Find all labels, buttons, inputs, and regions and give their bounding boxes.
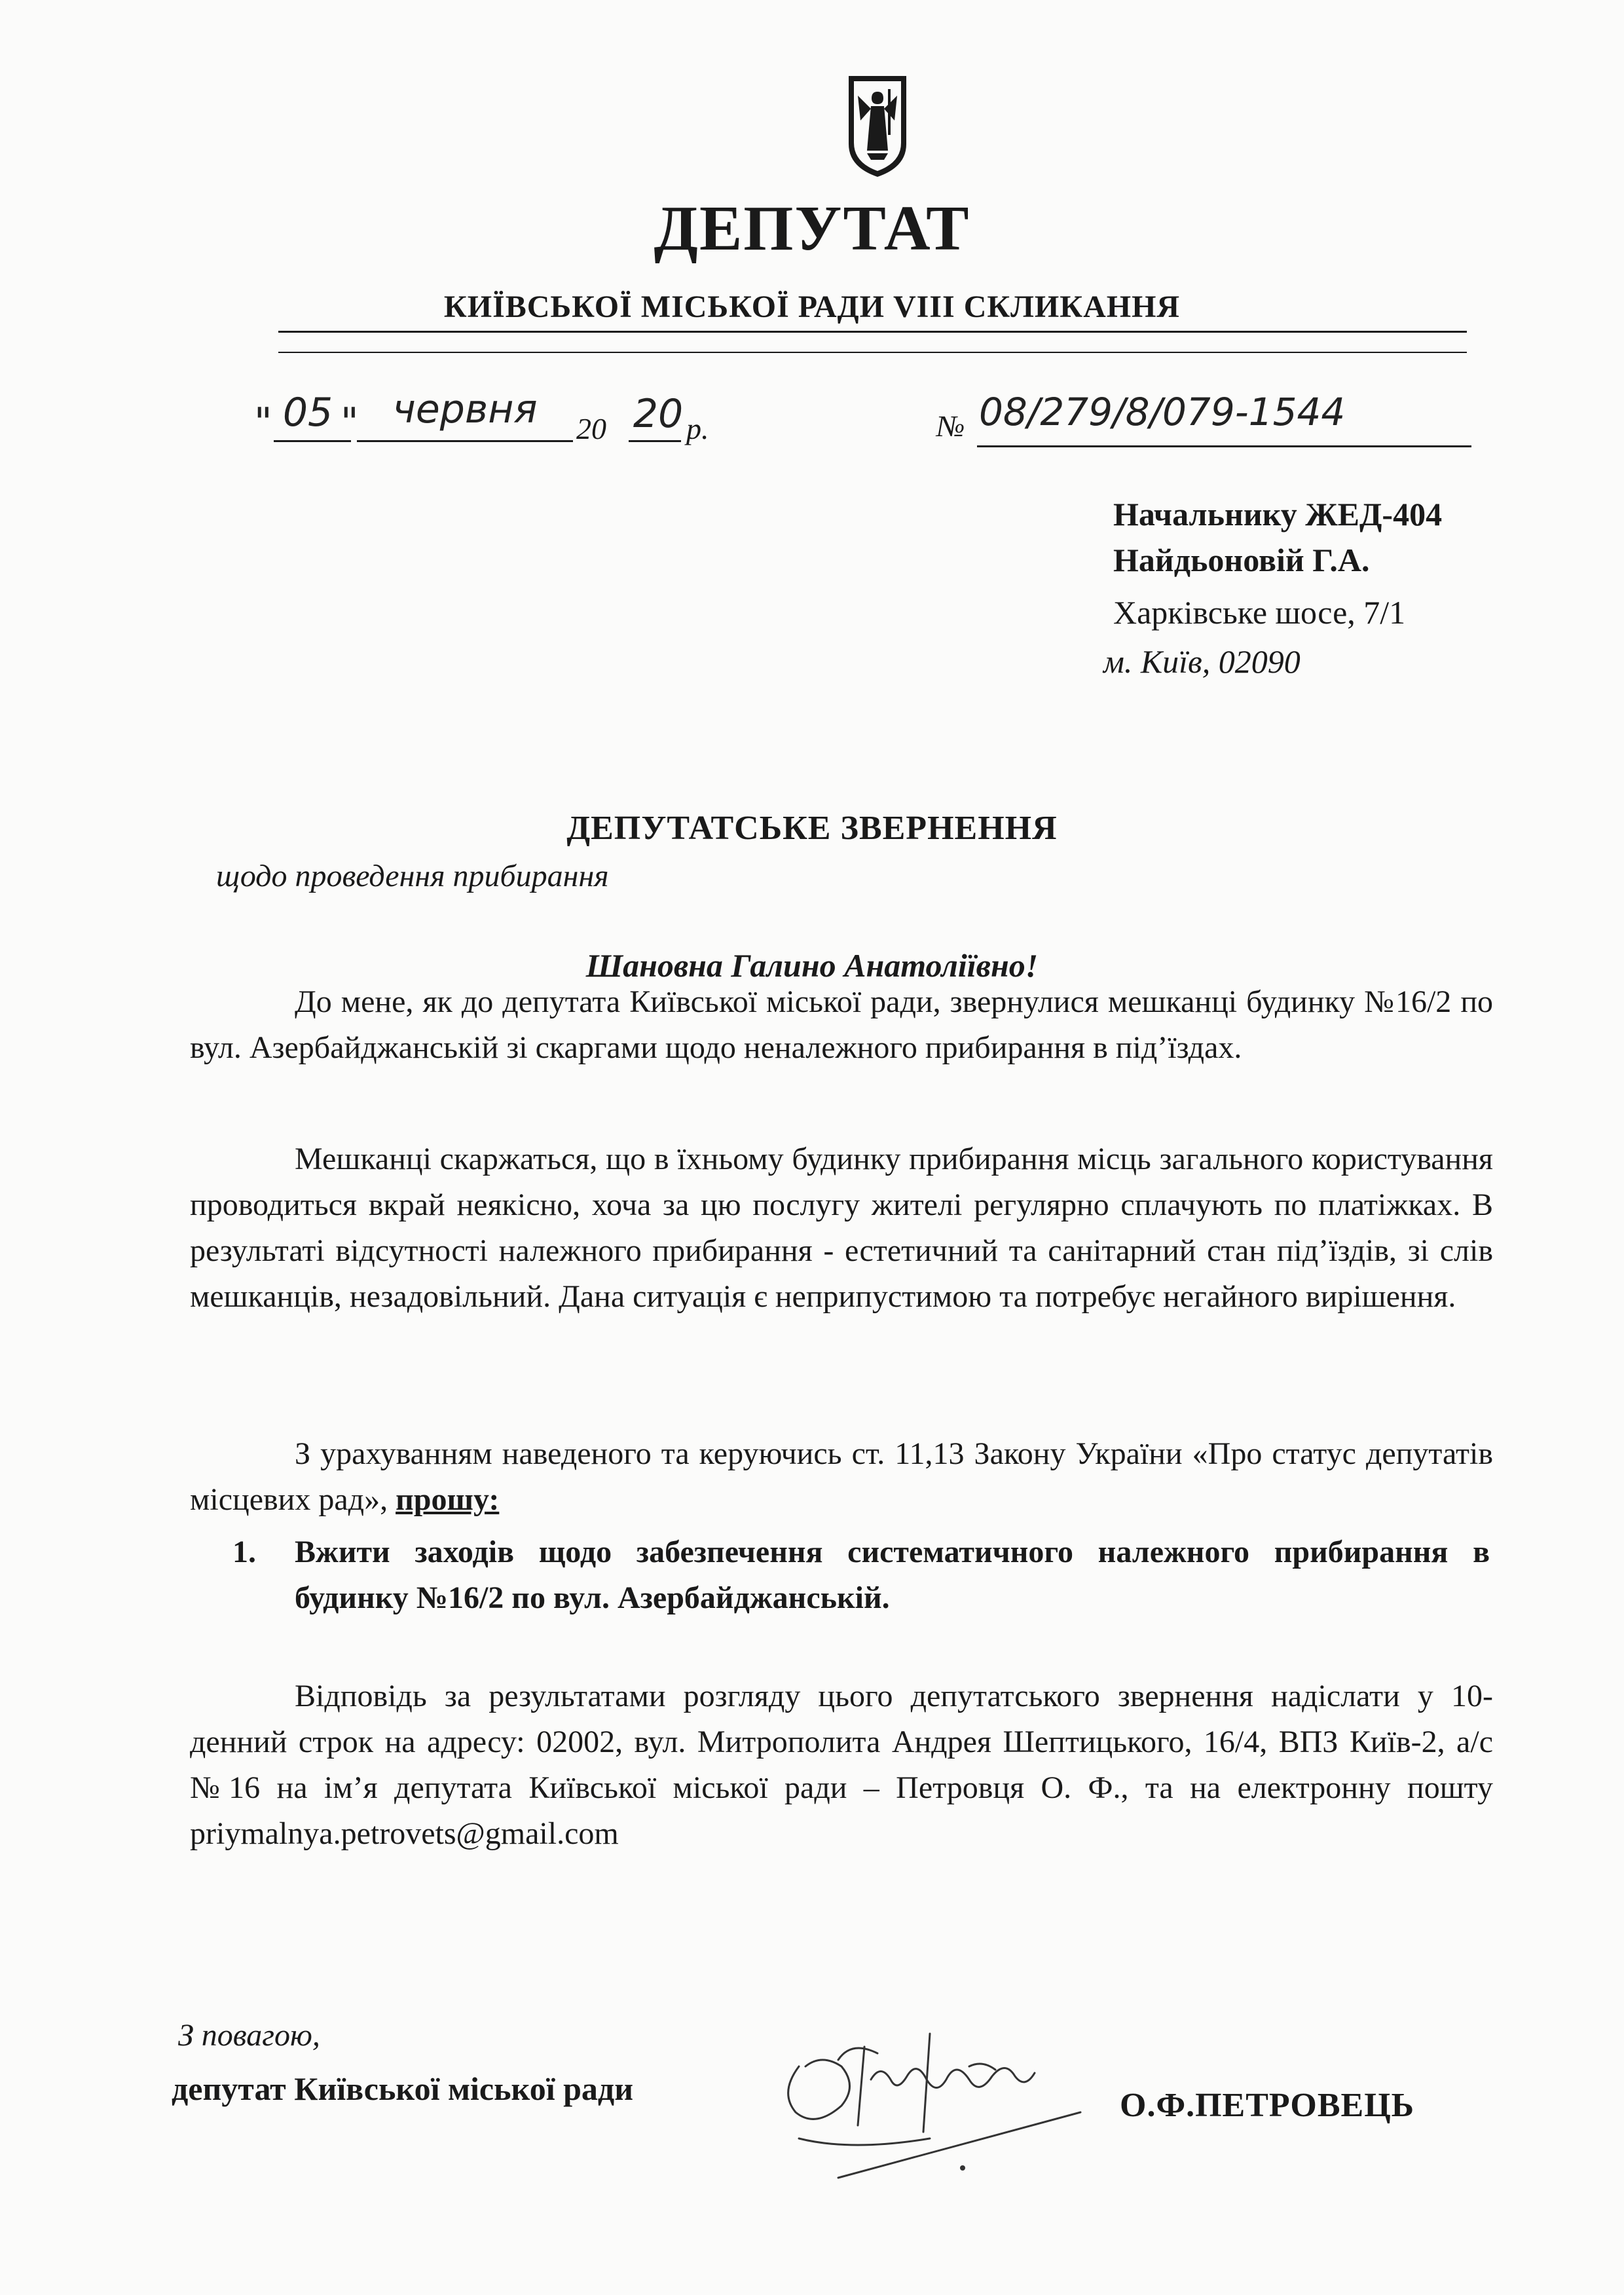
date-day-line bbox=[274, 440, 351, 442]
header-title: ДЕПУТАТ bbox=[654, 193, 970, 264]
salutation: Шановна Галино Анатоліївно! bbox=[585, 947, 1039, 984]
handwritten-signature-icon bbox=[773, 2021, 1113, 2224]
document-number: 08/279/8/079-1544 bbox=[979, 390, 1346, 434]
body-paragraph: До мене, як до депутата Київської міської ради, звернулися мешканці будинку №16/2 по вул. Азербайджанській зі скаргами щодо неналежного прибирання в під’їздах. bbox=[190, 984, 1493, 1065]
document-title: ДЕПУТАТСЬКЕ ЗВЕРНЕННЯ bbox=[566, 810, 1058, 847]
request-emphasis: прошу: bbox=[396, 1482, 500, 1517]
kyiv-coat-of-arms-icon bbox=[845, 72, 910, 180]
date-year: 20 bbox=[633, 391, 684, 437]
header-rule bbox=[278, 331, 1467, 333]
date-day: 05 bbox=[282, 390, 333, 436]
addressee-position: Начальнику ЖЕД-404 bbox=[1113, 496, 1443, 532]
signer-position: депутат Київської міської ради bbox=[172, 2070, 634, 2107]
request-list-item bbox=[232, 1529, 1490, 1621]
body-paragraph bbox=[190, 1431, 1493, 1523]
addressee-name: Найдьоновій Г.А. bbox=[1113, 542, 1370, 578]
date-month-line bbox=[357, 440, 573, 442]
closing: З повагою, bbox=[178, 2018, 320, 2053]
date-quote: " bbox=[254, 400, 272, 445]
document-number-line bbox=[977, 445, 1471, 447]
request-number: 1. bbox=[232, 1535, 256, 1569]
date-year-line bbox=[629, 440, 681, 442]
header-rule bbox=[278, 352, 1467, 353]
signer-name: О.Ф.ПЕТРОВЕЦЬ bbox=[1120, 2087, 1415, 2124]
date-century: 20 bbox=[576, 412, 606, 445]
number-sign: № bbox=[936, 409, 965, 443]
body-paragraph: Відповідь за результатами розгляду цього депутатського звернення надіслати у 10-денний строк на адресу: 02002, вул. Митрополита Андрея Шептицького, 16/4, ВПЗ Київ-2, а/с №16 на ім’я депутата Київської міської ради – Петровця О. Ф., та на електронну пошту priymalnya.petrovets@gmail.com bbox=[190, 1679, 1493, 1851]
header-subtitle: КИЇВСЬКОЇ МІСЬКОЇ РАДИ VIII СКЛИКАННЯ bbox=[443, 289, 1181, 324]
body-paragraph: Мешканці скаржаться, що в їхньому будинку прибирання місць загального користування проводиться вкрай неякісно, хоча за цю послугу жителі регулярно сплачують по платіжках. В результаті відсутності належного прибирання - естетичний та санітарний стан під’їздів, зі слів мешканців, незадовільний. Дана ситуація є неприпустимою та потребує негайного вирішення. bbox=[190, 1142, 1493, 1314]
date-month: червня bbox=[392, 386, 538, 432]
addressee-street: Харківське шосе, 7/1 bbox=[1113, 594, 1406, 631]
paragraph-text: З урахуванням наведеного та керуючись ст. 11,13 Закону України «Про статус депутатів місцевих рад», bbox=[190, 1436, 1493, 1517]
request-text: Вжити заходів щодо забезпечення систематичного належного прибирання в будинку №16/2 по вул. Азербайджанській. bbox=[295, 1535, 1490, 1615]
date-quote: " bbox=[341, 400, 359, 445]
addressee-city: м. Київ, 02090 bbox=[1103, 643, 1301, 680]
document-subject: щодо проведення прибирання bbox=[216, 859, 609, 893]
date-suffix: р. bbox=[686, 412, 709, 445]
